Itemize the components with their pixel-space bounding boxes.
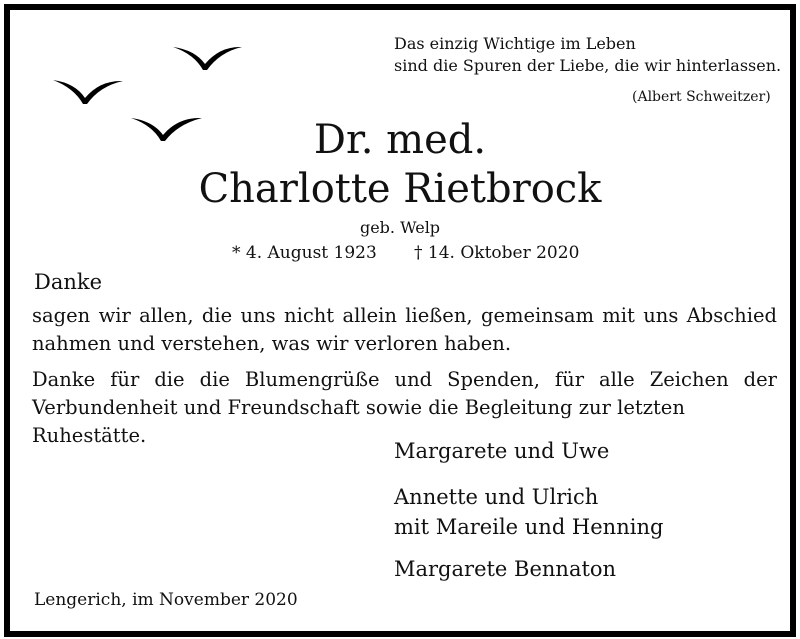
- deceased-name: Charlotte Rietbrock: [198, 166, 602, 212]
- thanks-paragraph-2-line-2: Verbundenheit und Freundschaft sowie die Begleitung zur letzten Ruhestätte.: [32, 396, 685, 447]
- deceased-title: Dr. med.: [313, 117, 487, 163]
- quote-line-1: Das einzig Wichtige im Leben: [394, 34, 636, 53]
- signer-group-2-line-1: Annette und Ulrich: [394, 485, 599, 509]
- bird-icon: [53, 80, 123, 104]
- thanks-paragraph-2-line-1: Danke für die die Blumengrüße und Spenden, für alle Zeichen der: [32, 368, 777, 391]
- place-and-date: Lengerich, im November 2020: [34, 590, 298, 610]
- signer-group-2-line-2: mit Mareile und Henning: [394, 515, 664, 539]
- maiden-name: geb. Welp: [359, 218, 441, 237]
- quote-author: (Albert Schweitzer): [632, 89, 771, 105]
- thanks-heading: Danke: [34, 270, 103, 294]
- signer-group-3: Margarete Bennaton: [394, 557, 617, 581]
- signer-group-1: Margarete und Uwe: [394, 439, 610, 463]
- birth-date: * 4. August 1923: [232, 243, 377, 263]
- thanks-paragraph-1-line-2: nahmen und verstehen, was wir verloren haben.: [32, 332, 512, 355]
- thanks-paragraph-1-line-1: sagen wir allen, die uns nicht allein ließen, gemeinsam mit uns Abschied: [32, 304, 777, 327]
- quote-line-2: sind die Spuren der Liebe, die wir hinterlassen.: [394, 56, 782, 75]
- obituary-notice: [4, 4, 796, 637]
- death-date: † 14. Oktober 2020: [414, 243, 580, 263]
- bird-icon: [173, 47, 242, 70]
